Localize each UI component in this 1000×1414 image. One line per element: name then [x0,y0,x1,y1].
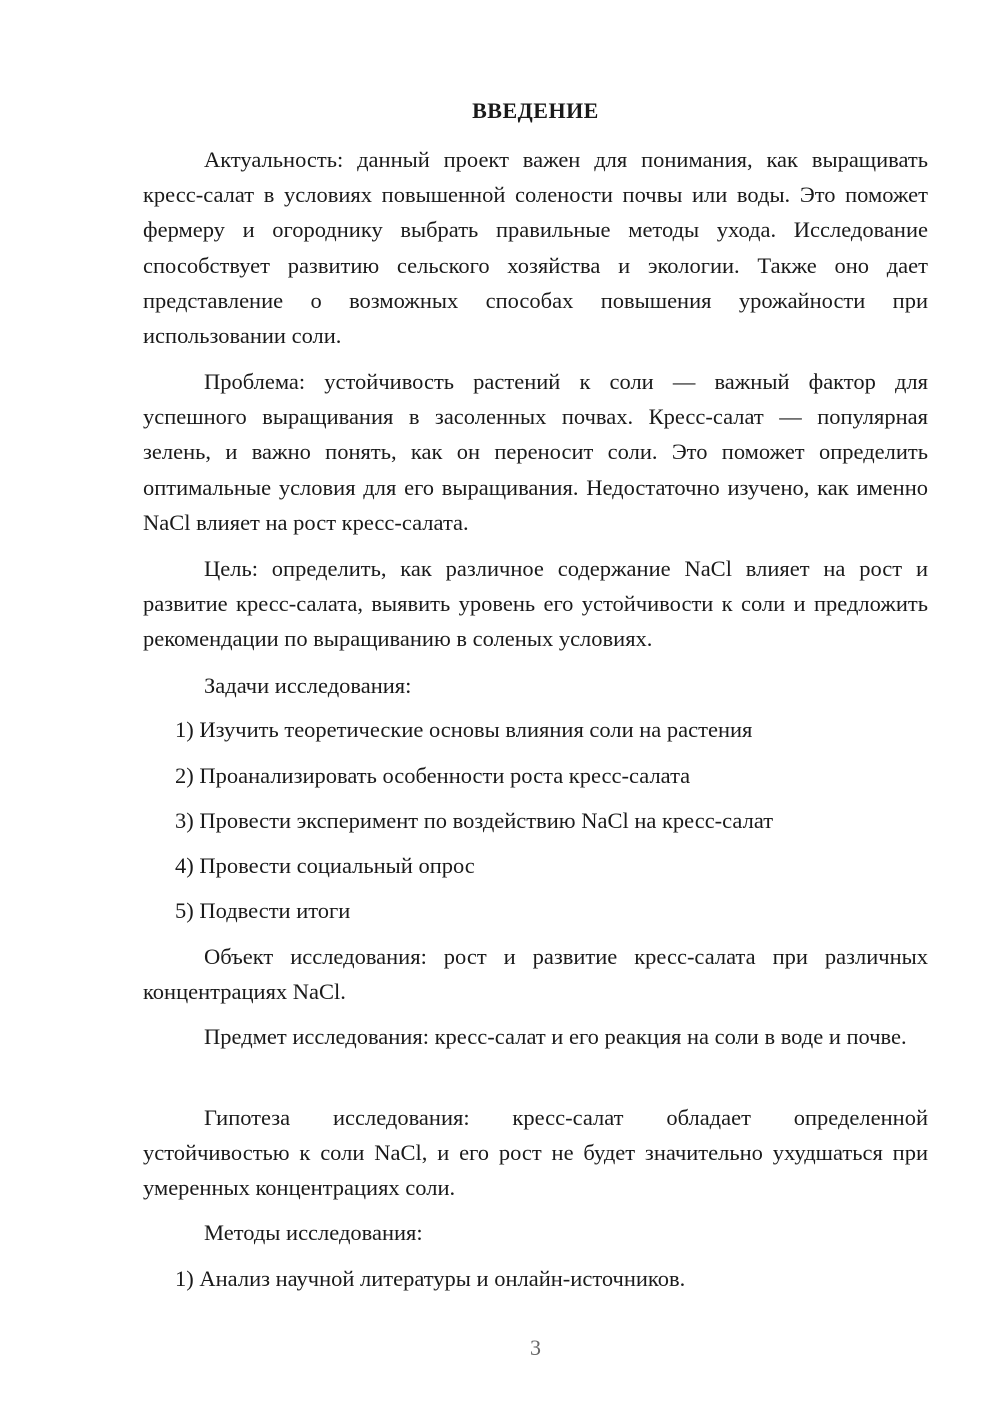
hypothesis-paragraph: Гипотеза исследования: кресс-салат обладает определенной устойчивостью к соли NaCl, и его рост не будет значительно ухудшаться при умеренных концентрациях соли. [143,1105,928,1201]
task-item: 4) Провести социальный опрос [175,853,475,878]
relevance-paragraph: Актуальность: данный проект важен для понимания, как выращивать кресс-салат в условиях повышенной солености почвы или воды. Это поможет фермеру и огороднику выбрать правильные методы ухода. Исследование способствует развитию сельского хозяйства и экологии. Также оно дает представление о возможных способах повышения урожайности при использовании соли. [143,147,928,349]
methods-heading: Методы исследования: [204,1220,423,1245]
page-number: 3 [530,1335,541,1360]
task-item: 5) Подвести итоги [175,898,351,923]
subject-paragraph: Предмет исследования: кресс-салат и его реакция на соли в воде и почве. [204,1024,907,1049]
section-title: ВВЕДЕНИЕ [472,98,599,123]
method-item: 1) Анализ научной литературы и онлайн-источников. [175,1266,686,1291]
task-item: 3) Провести эксперимент по воздействию NaCl на кресс-салат [175,808,774,833]
document-page [143,0,928,1414]
problem-paragraph: Проблема: устойчивость растений к соли — важный фактор для успешного выращивания в засоленных почвах. Кресс-салат — популярная зелень, и важно понять, как он переносит соли. Это поможет определить оптимальные условия для его выращивания. Недостаточно изучено, как именно NaCl влияет на рост кресс-салата. [143,369,928,535]
tasks-heading: Задачи исследования: [204,673,412,698]
task-item: 1) Изучить теоретические основы влияния соли на растения [175,717,753,742]
goal-paragraph: Цель: определить, как различное содержание NaCl влияет на рост и развитие кресс-салата, выявить уровень его устойчивости к соли и предложить рекомендации по выращиванию в соленых условиях. [143,556,928,652]
object-paragraph: Объект исследования: рост и развитие кресс-салата при различных концентрациях NaCl. [143,944,928,1005]
task-item: 2) Проанализировать особенности роста кресс-салата [175,763,691,788]
